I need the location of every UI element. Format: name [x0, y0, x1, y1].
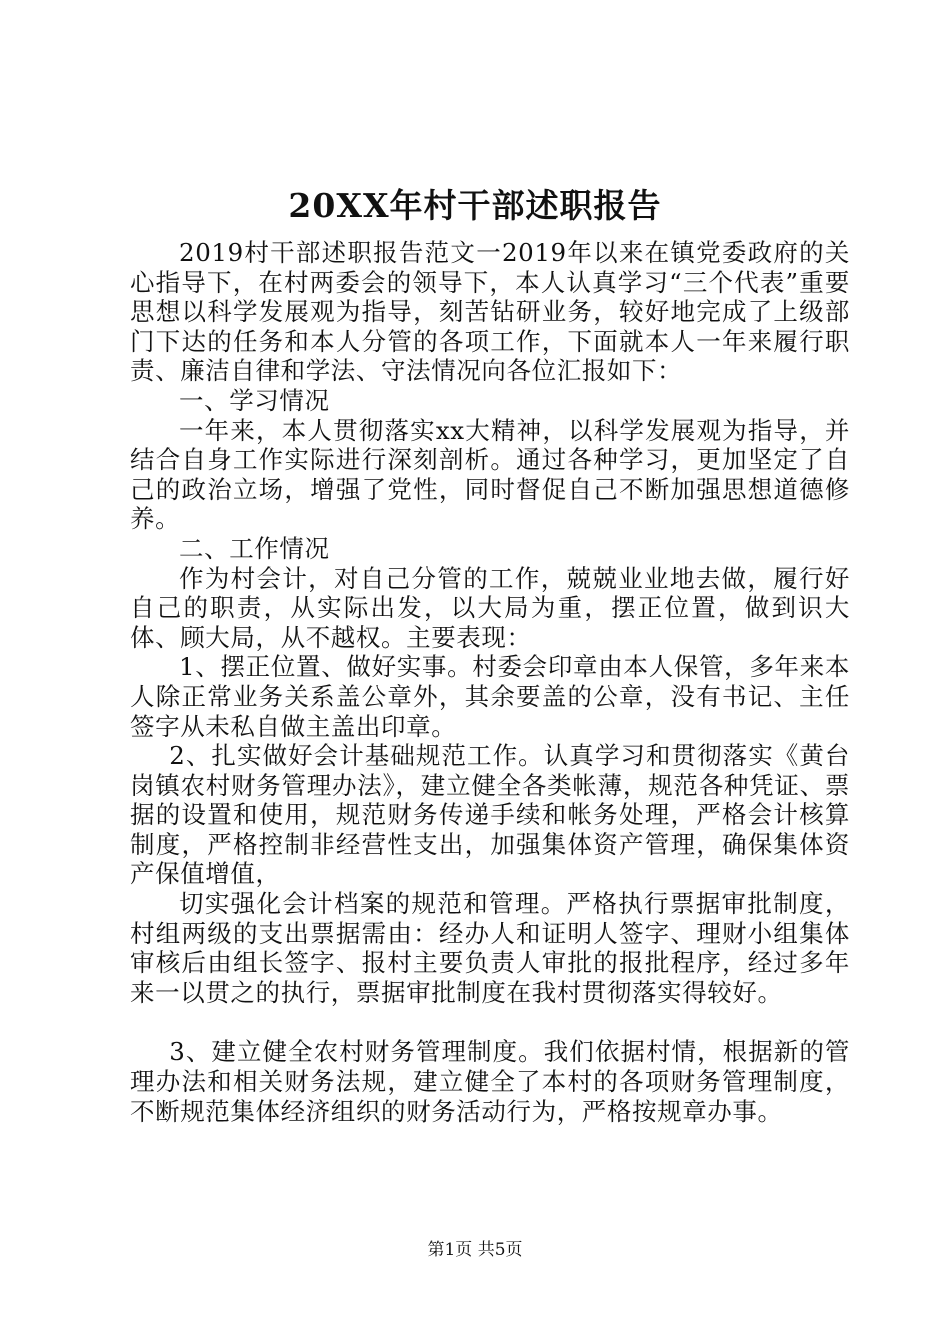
paragraph-item-1: 1、摆正位置、做好实事。村委会印章由本人保管，多年来本人除正常业务关系盖公章外，其余要盖的公章，没有书记、主任签字从未私自做主盖出印章。 — [130, 652, 850, 741]
paragraph-spacer — [130, 1007, 850, 1037]
paragraph-item-2: 2、扎实做好会计基础规范工作。认真学习和贯彻落实《黄台岗镇农村财务管理办法》，建立健全各类帐薄，规范各种凭证、票据的设置和使用，规范财务传递手续和帐务处理，严格会计核算制度，严格控制非经营性支出，加强集体资产管理，确保集体资产保值增值， — [130, 741, 850, 889]
section-heading-work: 二、工作情况 — [179, 533, 330, 563]
paragraph-intro: 2019村干部述职报告范文一2019年以来在镇党委政府的关心指导下，在村两委会的领导下，本人认真学习“三个代表”重要思想以科学发展观为指导，刻苦钻研业务，较好地完成了上级部门下达的任务和本人分管的各项工作，下面就本人一年来履行职责、廉洁自律和学法、守法情况向各位汇报如下： — [130, 238, 850, 386]
paragraph-work-overview: 作为村会计，对自己分管的工作，兢兢业业地去做，履行好自己的职责，从实际出发，以大局为重，摆正位置，做到识大体、顾大局，从不越权。主要表现： — [130, 563, 850, 652]
paragraph-study: 一年来，本人贯彻落实xx大精神，以科学发展观为指导，并结合自身工作实际进行深刻剖析。通过各种学习，更加坚定了自己的政治立场，增强了党性，同时督促自己不断加强思想道德修养。 — [130, 415, 850, 534]
paragraph-archives: 切实强化会计档案的规范和管理。严格执行票据审批制度，村组两级的支出票据需由：经办人和证明人签字、理财小组集体审核后由组长签字、报村主要负责人审批的报批程序，经过多年来一以贯之的执行，票据审批制度在我村贯彻落实得较好。 — [130, 889, 850, 1007]
paragraph-item-3: 3、建立健全农村财务管理制度。我们依据村情，根据新的管理办法和相关财务法规，建立健全了本村的各项财务管理制度，不断规范集体经济组织的财务活动行为，严格按规章办事。 — [130, 1037, 850, 1126]
page-footer: 第1页 共5页 — [427, 1240, 523, 1260]
section-heading-study: 一、学习情况 — [179, 385, 330, 415]
document-title: 20XX年村干部述职报告 — [288, 186, 662, 225]
document-body — [130, 238, 850, 1126]
